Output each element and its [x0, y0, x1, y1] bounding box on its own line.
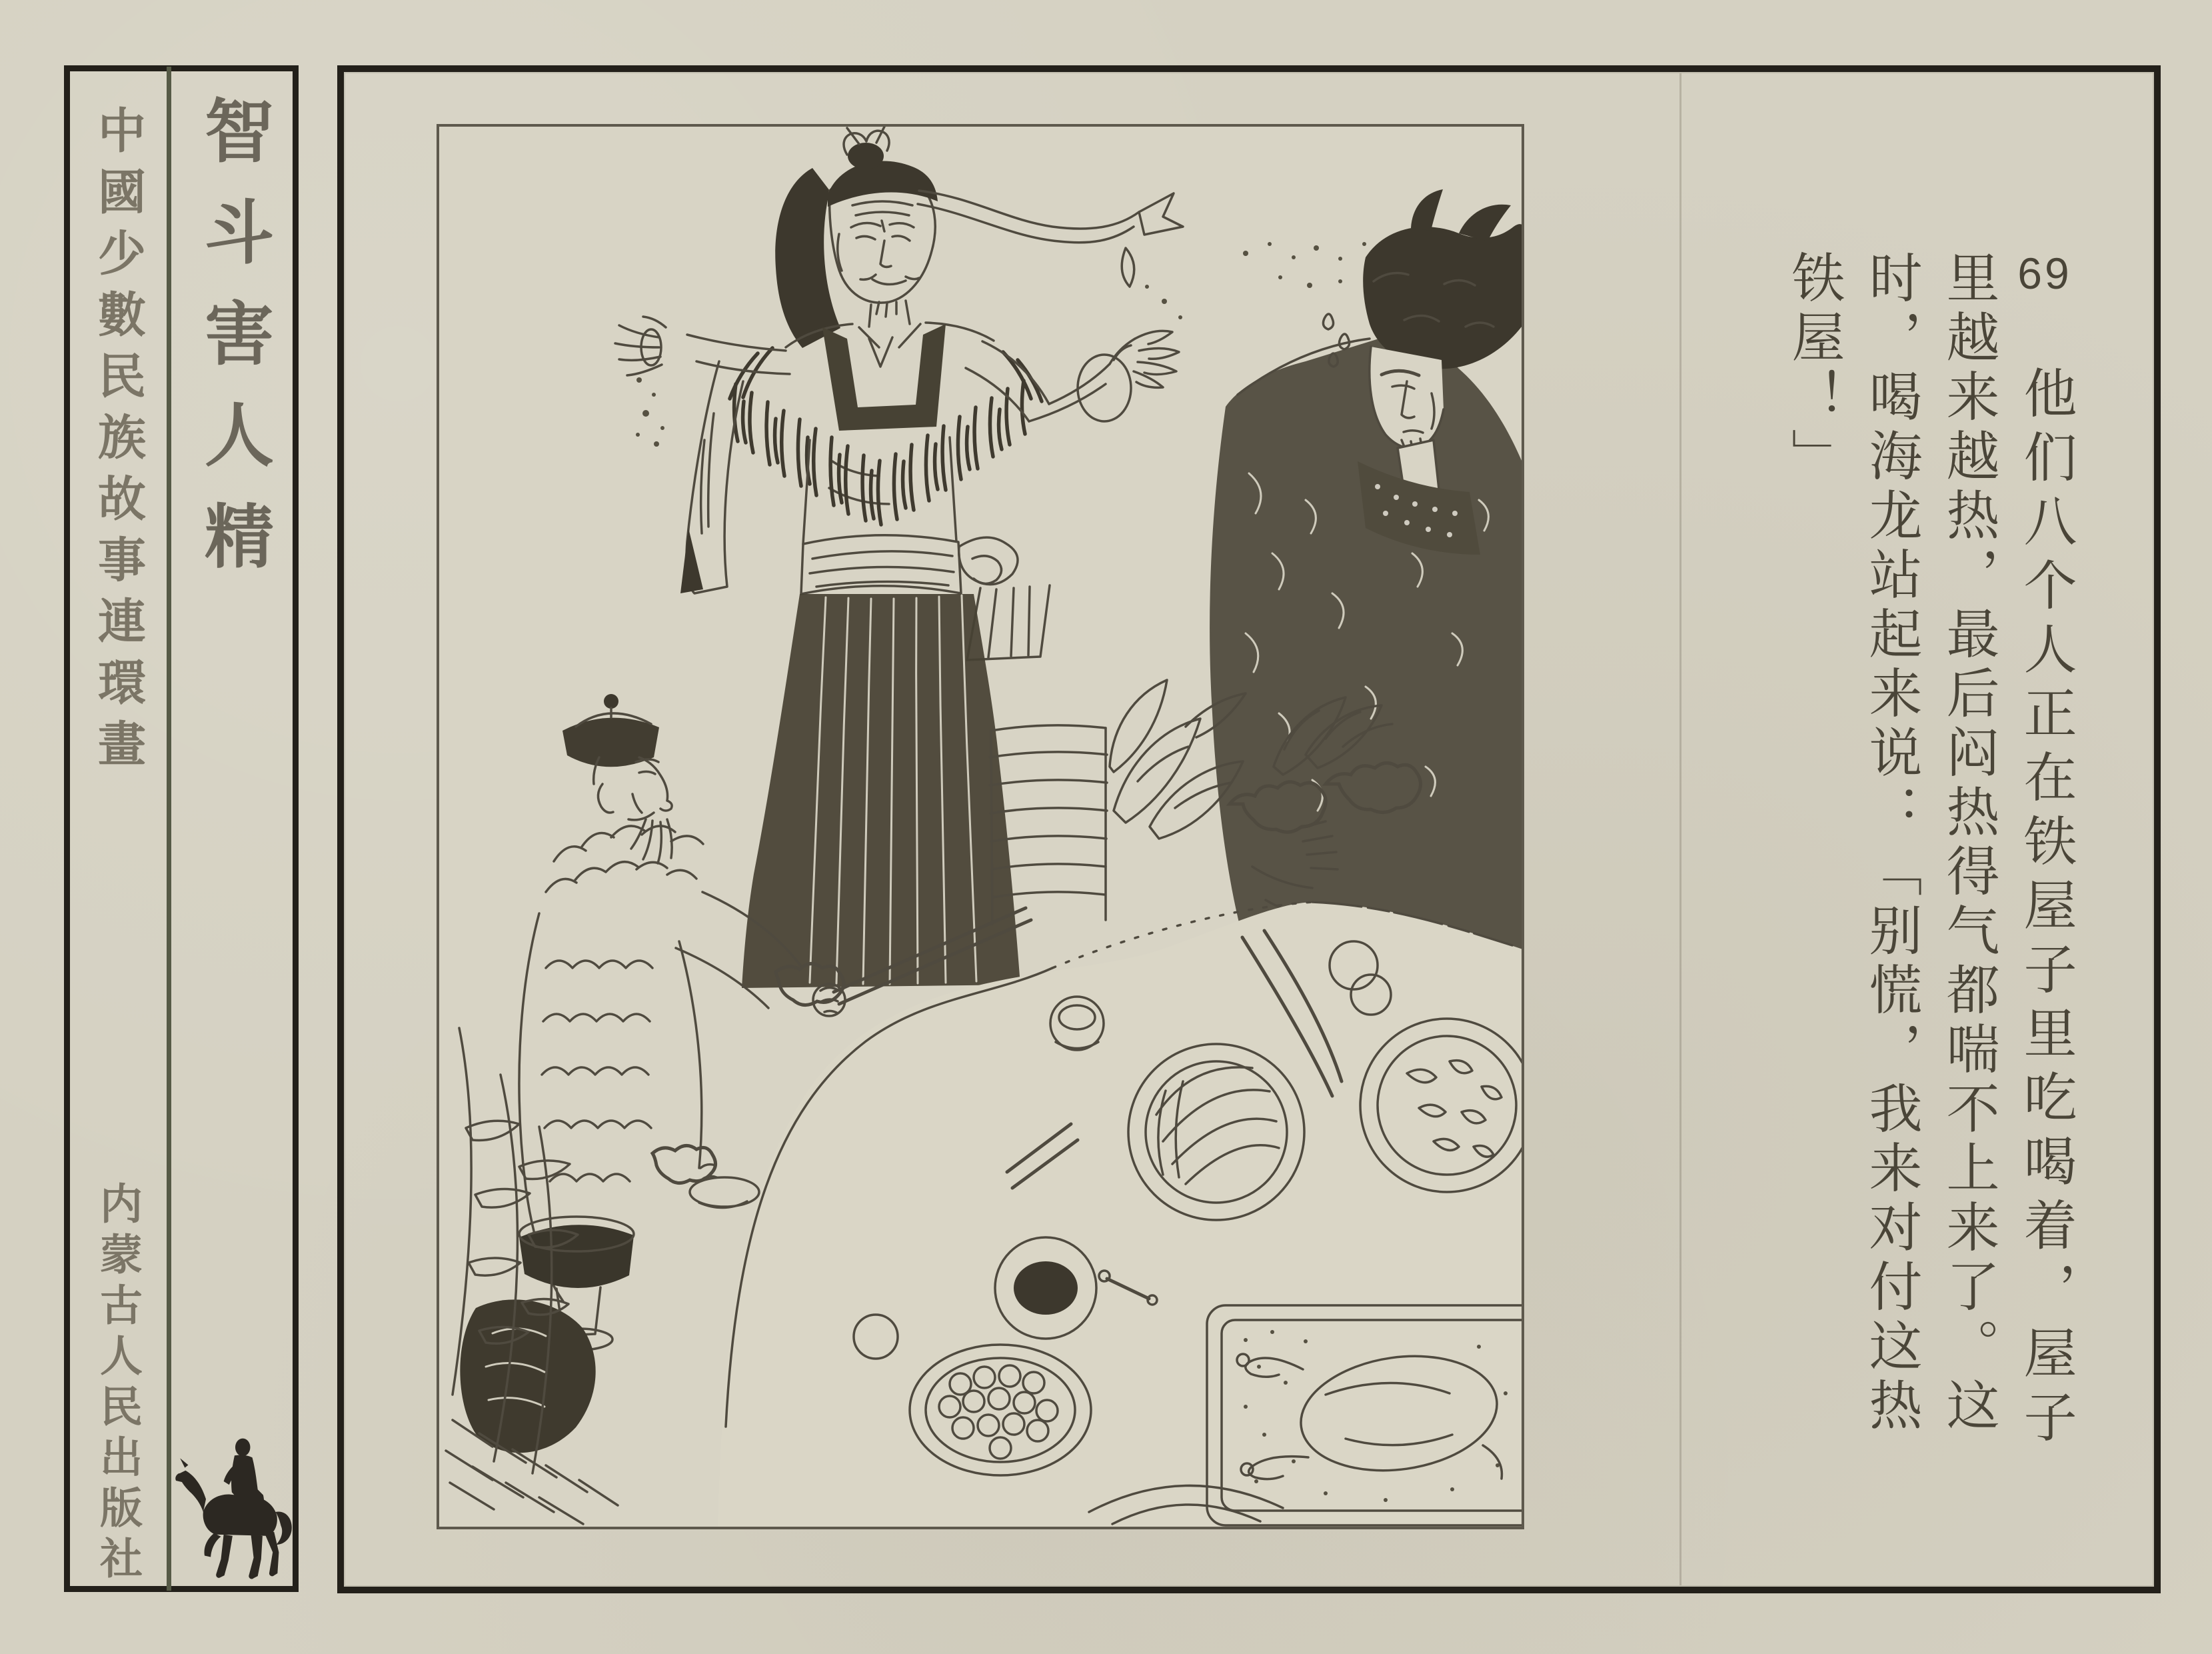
publisher-name: 内蒙古人民出版社: [94, 1181, 141, 1587]
horse-rider-silhouette: [175, 1439, 292, 1579]
publisher-horse-logo: [175, 1432, 297, 1589]
illustration-panel: [437, 124, 1524, 1529]
book-title: 智斗害人精: [194, 95, 271, 601]
seated-figure-right: [1210, 189, 1524, 952]
story-column-4: 铁屋！」: [1783, 250, 1842, 487]
sidebar-divider-line: [167, 67, 171, 1591]
series-title: 中國少數民族故事連環畫: [91, 105, 144, 780]
paper-crease: [1679, 73, 1681, 1585]
illustration-drawing: [439, 127, 1524, 1529]
story-column-3: 时，喝海龙站起来说：「别慌，我来对付这热: [1861, 250, 1919, 1437]
standing-figure: [615, 127, 1183, 988]
page-number: 69: [2017, 249, 2072, 298]
story-column-2: 里越来越热，最后闷热得气都喘不上来了。这: [1938, 250, 1997, 1437]
dark-bowl-stand: [460, 1217, 634, 1453]
stack-of-flatbread: [990, 725, 1107, 924]
story-column-1: 他们八个人正在铁屋子里吃喝着，屋子: [2015, 365, 2074, 1453]
